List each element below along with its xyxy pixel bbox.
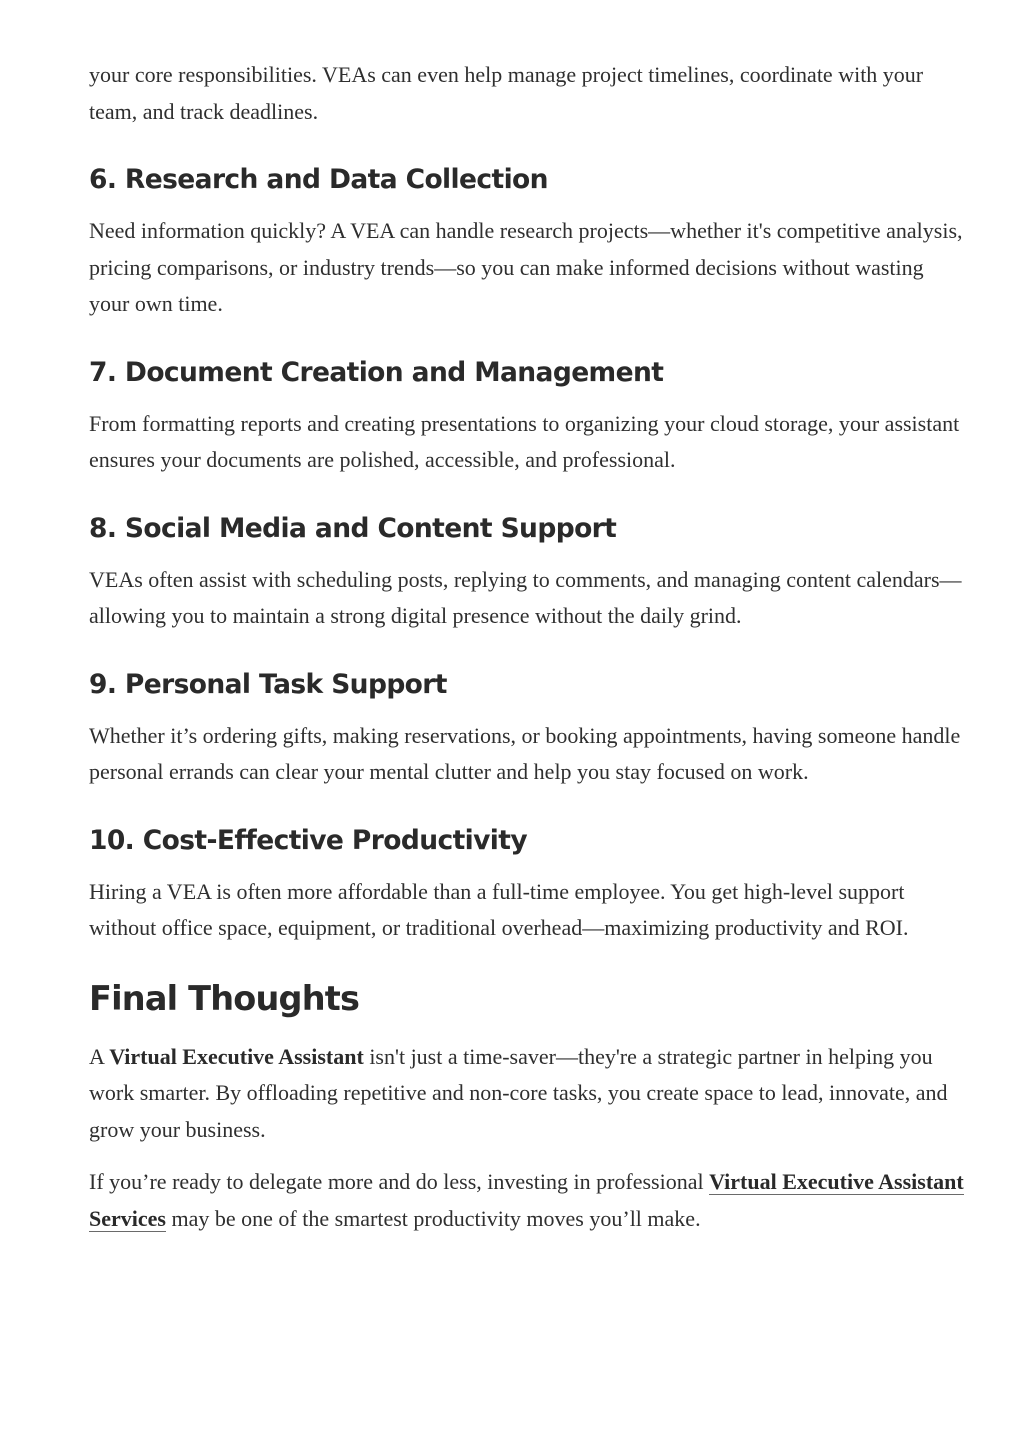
section-body-documents: From formatting reports and creating presentations to organizing your cloud storage, your assistant ensures your documents are polished, accessible, and professional. [89,410,960,472]
article-content [89,55,969,1237]
final-p1-prefix: A [89,1043,110,1069]
section-heading-personal-tasks: 9. Personal Task Support [89,668,447,700]
final-paragraph-1 [89,1039,969,1149]
final-thoughts-heading: Final Thoughts [89,978,360,1018]
section-heading-research: 6. Research and Data Collection [89,164,548,195]
section-heading-cost-effective: 10. Cost-Effective Productivity [89,824,528,856]
section-body-research: Need information quickly? A VEA can handle research projects—whether it's competitive analysis, pricing comparisons, or industry trends—so you can make informed decisions without wasting your own time. [89,218,963,316]
section-body-personal-tasks: Whether it’s ordering gifts, making reservations, or booking appointments, having someone handle personal errands can clear your mental clutter and help you stay focused on work. [89,722,961,784]
final-p1-bold: Virtual Executive Assistant [109,1043,364,1069]
section-body-social-media: VEAs often assist with scheduling posts, replying to comments, and managing content calendars—allowing you to maintain a strong digital presence without the daily grind. [89,566,962,628]
section-heading-social-media: 8. Social Media and Content Support [89,512,617,544]
final-p2-prefix: If you’re ready to delegate more and do less, investing in professional [89,1169,710,1194]
final-paragraph-2 [89,1164,969,1237]
final-p1-suffix: isn't just a time-saver—they're a strategic partner in helping you work smarter. By offloading repetitive and non-core tasks, you create space to lead, innovate, and grow your business. [89,1043,948,1142]
intro-paragraph: your core responsibilities. VEAs can even help manage project timelines, coordinate with your team, and track deadlines. [89,62,924,124]
section-body-cost-effective: Hiring a VEA is often more affordable than a full-time employee. You get high-level support without office space, equipment, or traditional overhead—maximizing productivity and ROI. [89,878,909,940]
section-heading-documents: 7. Document Creation and Management [89,356,664,388]
final-p2-suffix: may be one of the smartest productivity moves you’ll make. [165,1205,701,1231]
vea-services-link[interactable]: Virtual Executive Assistant Services [89,1169,964,1231]
